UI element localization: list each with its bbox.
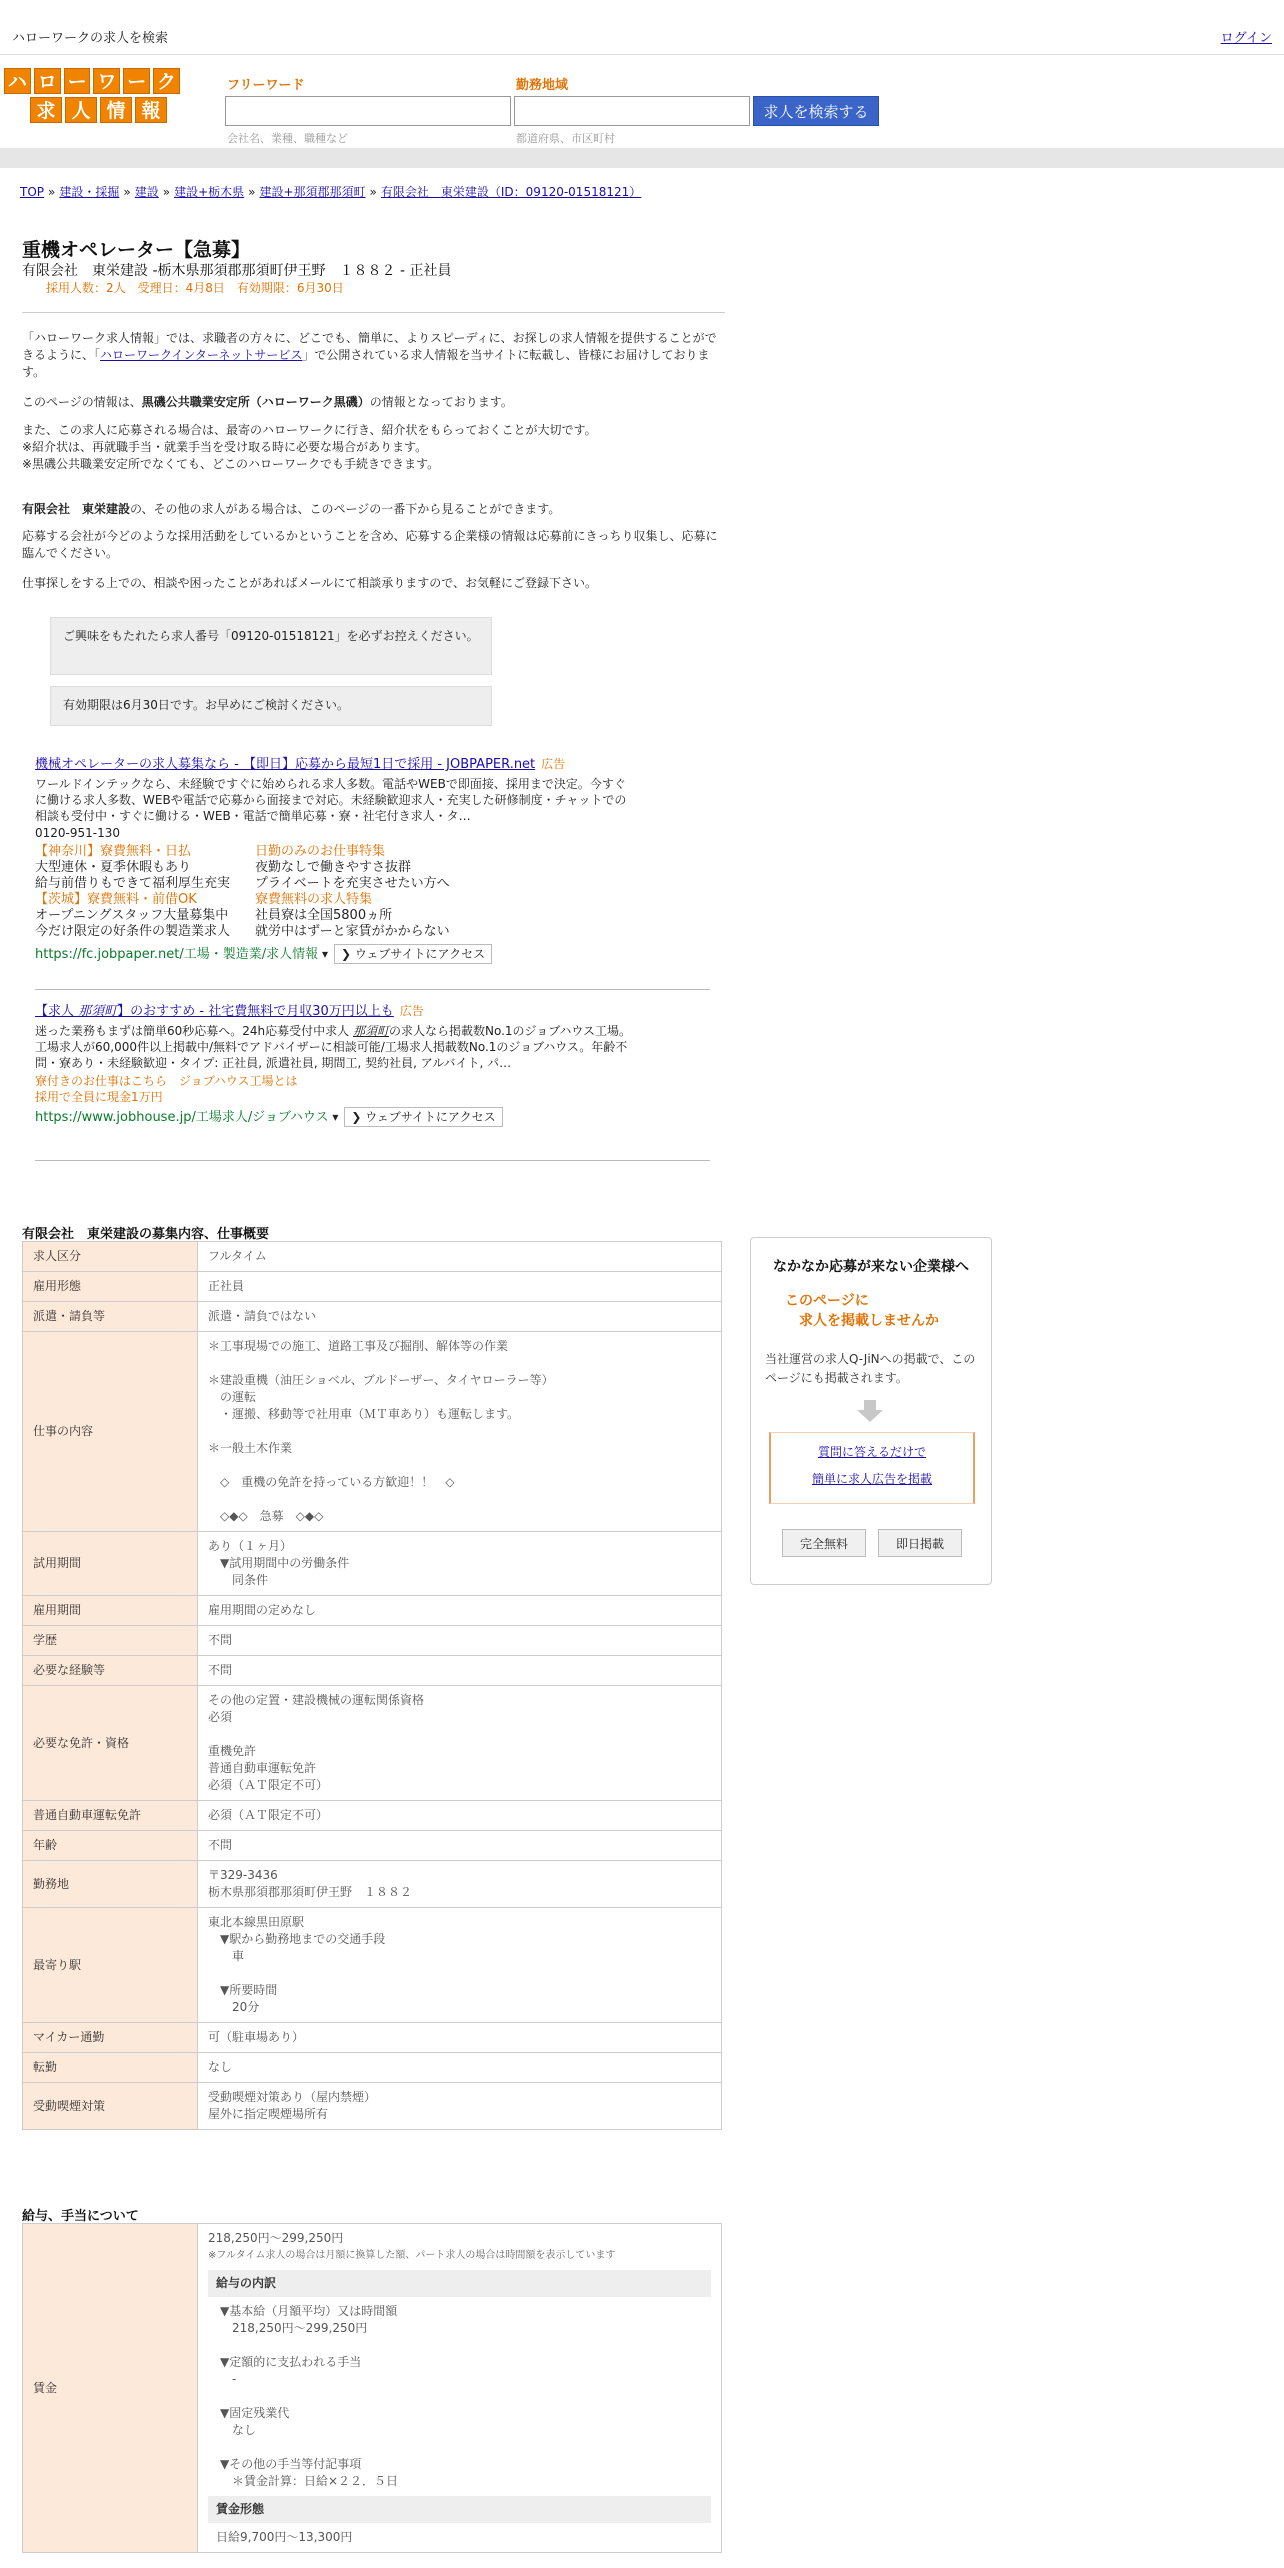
ad-1-sitelink-heading[interactable]: 日勤のみのお仕事特集 (255, 844, 386, 859)
promo-description: 当社運営の求人Q-JiNへの掲載で、このページにも掲載されます。 (765, 1352, 976, 1385)
logo-char: 求 (30, 97, 62, 123)
ad-2-sitelink[interactable]: 採用で全員に現金1万円 (35, 1090, 163, 1104)
promo-link-questions[interactable]: 質問に答えるだけで (817, 1445, 926, 1459)
table-value: 不問 (198, 1626, 722, 1656)
table-key: 学歴 (23, 1626, 198, 1656)
notice-job-number: ご興味をもたれたら求人番号「09120-01518121」を必ずお控えください。 (50, 617, 492, 675)
intro-paragraph-3: また、この求人に応募される場合は、最寄のハローワークに行き、紹介状をもらっておくことが大切です。 ※紹介状は、再就職手当・就業手当を受け取る時に必要な場合があります。 ※黒磯公共職業安定所でなくても、どこのハローワークでも手続きできます。 (22, 423, 597, 471)
page-title: 重機オペレーター【急募】 (22, 239, 251, 261)
ad-block-1 (35, 756, 710, 964)
job-meta: 採用人数：2人 受理日：4月8日 有効期限：6月30日 (46, 281, 344, 295)
ad-2-sitelink[interactable]: 寮付きのお仕事はこちら ジョブハウス工場とは (35, 1074, 298, 1088)
table-key: 雇用期間 (23, 1596, 198, 1626)
table-value: 雇用期間の定めなし (198, 1596, 722, 1626)
ad-1-url[interactable]: https://fc.jobpaper.net/工場・製造業/求人情報 (35, 947, 319, 962)
salary-note: ※フルタイム求人の場合は月額に換算した額、パート求人の場合は時間額を表示しています (208, 2250, 616, 2261)
ad-2-url[interactable]: https://www.jobhouse.jp/工場求人/ジョブハウス (35, 1110, 329, 1125)
table-key: 勤務地 (23, 1861, 198, 1908)
breadcrumb-link[interactable]: 建設+栃木県 (174, 185, 245, 199)
ad-block-2 (35, 1003, 710, 1127)
breadcrumb-separator: » (369, 185, 377, 199)
logo-char: 人 (65, 97, 97, 123)
job-overview-table (22, 1241, 722, 2130)
ad-1-sitelink-col-1 (35, 844, 245, 940)
promo-highlight-2: 求人を掲載しませんか (799, 1313, 939, 1329)
search-button[interactable]: 求人を検索する (753, 96, 879, 126)
header (0, 56, 1284, 146)
ad-1-sitelink-heading[interactable]: 寮費無料の求人特集 (255, 892, 373, 907)
ad-2-mark: 広告 (399, 1004, 424, 1018)
breadcrumb-separator: » (48, 185, 56, 199)
intro-paragraph-4: 有限会社 東栄建設の、その他の求人がある場合は、このページの一番下から見ることができます。 (22, 502, 561, 516)
section-title-salary: 給与、手当について (22, 2209, 139, 2224)
logo-char: 情 (100, 97, 132, 123)
breadcrumb-separator: » (162, 185, 171, 199)
table-value: あり（１ヶ月） ▼試用期間中の労働条件 同条件 (198, 1532, 722, 1596)
ad-1-mark: 広告 (541, 757, 566, 771)
salary-form: 日給9,700円〜13,300円 (216, 2530, 353, 2544)
table-value: 可（駐車場あり） (198, 2023, 722, 2053)
table-value (198, 2224, 722, 2553)
table-key: 試用期間 (23, 1532, 198, 1596)
table-row (23, 1656, 722, 1686)
ad-1-visit-button[interactable]: ❯ ウェブサイトにアクセス (334, 944, 492, 964)
divider (22, 312, 725, 313)
table-row (23, 1686, 722, 1801)
table-key: 賃金 (23, 2224, 198, 2553)
table-row (23, 2053, 722, 2083)
ad-2-title[interactable]: 【求人 那須町】のおすすめ - 社宅費無料で月収30万円以上も (35, 1004, 394, 1019)
table-row (23, 1801, 722, 1831)
top-bar (0, 0, 1284, 55)
ad-1-body: ワールドインテックなら、未経験ですぐに始められる求人多数。電話やWEBで即面接、採用まで決定。今すぐに働ける求人多数、WEBや電話で応募から面接まで対応。未経験歓迎求人・充実した研修制度・チャットでの相談も受付中・すぐに働ける・WEB・電話で簡単応募・寮・社宅付き求人・タ… (35, 777, 627, 823)
ad-1-sitelinks (35, 844, 710, 940)
login-link[interactable]: ログイン (1220, 31, 1272, 46)
table-row (23, 1861, 722, 1908)
table-row (23, 1908, 722, 2023)
breadcrumb-link[interactable]: 建設 (134, 185, 159, 199)
area-label: 勤務地域 (516, 78, 569, 93)
promo-links (769, 1432, 975, 1504)
ad-1-sitelink-text: オープニングスタッフ大量募集中 今だけ限定の好条件の製造業求人 (35, 908, 231, 939)
table-key: 仕事の内容 (23, 1332, 198, 1532)
site-logo[interactable] (4, 68, 180, 126)
ad-2-visit-button[interactable]: ❯ ウェブサイトにアクセス (344, 1107, 502, 1127)
ad-divider (35, 989, 710, 990)
logo-row-1 (4, 68, 180, 94)
same-day-button[interactable]: 即日掲載 (878, 1529, 962, 1557)
table-value: 派遣・請負ではない (198, 1302, 722, 1332)
table-value: 必須（ＡＴ限定不可） (198, 1801, 722, 1831)
logo-char: ー (123, 68, 150, 94)
logo-char: ロ (34, 68, 61, 94)
table-row (23, 1302, 722, 1332)
ad-1-sitelink-heading[interactable]: 【神奈川】寮費無料・日払 (35, 844, 192, 859)
table-row (23, 2023, 722, 2053)
table-value: フルタイム (198, 1242, 722, 1272)
logo-row-2 (4, 97, 180, 123)
logo-char: ー (64, 68, 91, 94)
promo-heading: なかなか応募が来ない企業様へ (773, 1259, 969, 1275)
table-key: 転勤 (23, 2053, 198, 2083)
area-hint: 都道府県、市区町村 (516, 132, 615, 145)
section-title-job-overview: 有限会社 東栄建設の募集内容、仕事概要 (22, 1227, 270, 1242)
logo-char: ワ (93, 68, 120, 94)
table-key: 年齢 (23, 1831, 198, 1861)
ad-1-sitelink-heading[interactable]: 【茨城】寮費無料・前借OK (35, 892, 197, 907)
breadcrumb (20, 183, 641, 200)
ad-1-sitelink-text: 社員寮は全国5800ヵ所 就労中はずーと家賃がかからない (255, 908, 450, 939)
breadcrumb-link[interactable]: TOP (20, 185, 45, 199)
table-key: 普通自動車運転免許 (23, 1801, 198, 1831)
employer-promo-box (750, 1237, 992, 1585)
ad-2-url-row: https://www.jobhouse.jp/工場求人/ジョブハウス ▾ ❯ ウェブサイトにアクセス (35, 1107, 710, 1127)
salary-range: 218,250円〜299,250円 (208, 2231, 344, 2245)
table-row (23, 1272, 722, 1302)
table-key: 求人区分 (23, 1242, 198, 1272)
breadcrumb-link[interactable]: 建設・採掘 (59, 185, 120, 199)
logo-char: 報 (135, 97, 167, 123)
ad-1-phone[interactable]: 0120-951-130 (35, 826, 121, 840)
table-row (23, 1596, 722, 1626)
breadcrumb-link[interactable]: 有限会社 東栄建設（ID：09120-01518121） (380, 185, 642, 199)
job-company-line: 有限会社 東栄建設 -栃木県那須郡那須町伊王野 １８８２ - 正社員 (22, 263, 452, 279)
table-key: 最寄り駅 (23, 1908, 198, 2023)
ad-1-title[interactable]: 機械オペレーターの求人募集なら - 【即日】応募から最短1日で採用 - JOBPAPER.net (35, 757, 536, 772)
logo-char: ク (153, 68, 180, 94)
table-row (23, 1532, 722, 1596)
salary-form-title: 賃金形態 (208, 2496, 711, 2523)
hellowork-internet-link[interactable]: ハローワークインターネットサービス (100, 348, 303, 362)
promo-highlight-1: このページに (785, 1293, 869, 1309)
table-row (23, 1831, 722, 1861)
intro-paragraph-6: 仕事探しをする上での、相談や困ったことがあればメールにて相談承りますので、お気軽にご登録下さい。 (22, 576, 598, 590)
breadcrumb-separator: » (123, 185, 131, 199)
keyword-label: フリーワード (227, 78, 305, 93)
area-input[interactable] (514, 96, 750, 126)
table-value: ＊工事現場での施工、道路工事及び掘削、解体等の作業 ＊建設重機（油圧ショベル、ブルドーザー、タイヤローラー等） の運転 ・運搬、移動等で社用車（ＭＴ車あり）も運転します。 ＊一般土木作業 ◇ 重機の免許を持っている方歓迎！！ ◇ ◇◆◇ 急募 ◇◆◇ (198, 1332, 722, 1532)
table-row (23, 1332, 722, 1532)
intro-paragraph-5: 応募する会社が今どのような採用活動をしているかということを含め、応募する企業様の情報は応募前にきっちり収集し、応募に臨んでください。 (22, 529, 718, 560)
intro-paragraph-2: このページの情報は、黒磯公共職業安定所（ハローワーク黒磯）の情報となっております。 (22, 395, 513, 409)
table-row (23, 1242, 722, 1272)
free-button[interactable]: 完全無料 (782, 1529, 866, 1557)
table-key: マイカー通勤 (23, 2023, 198, 2053)
table-row (23, 2083, 722, 2130)
ad-1-sitelink-text: 大型連休・夏季休暇もあり 給与前借りもできて福利厚生充実 (35, 860, 231, 891)
table-value: 不問 (198, 1831, 722, 1861)
logo-char: ハ (4, 68, 31, 94)
table-key: 必要な経験等 (23, 1656, 198, 1686)
table-key: 派遣・請負等 (23, 1302, 198, 1332)
table-value: 不問 (198, 1656, 722, 1686)
salary-table (22, 2223, 722, 2553)
table-value: その他の定置・建設機械の運転関係資格 必須 重機免許 普通自動車運転免許 必須（ＡＴ限定不可） (198, 1686, 722, 1801)
table-value: 正社員 (198, 1272, 722, 1302)
table-value: 受動喫煙対策あり（屋内禁煙） 屋外に指定喫煙場所有 (198, 2083, 722, 2130)
table-key: 必要な免許・資格 (23, 1686, 198, 1801)
table-value: なし (198, 2053, 722, 2083)
intro-paragraph-1: 「ハローワーク求人情報」では、求職者の方々に、どこでも、簡単に、よりスピーディに、お探しの求人情報を提供することができるように、「ハローワークインターネットサービス」で公開されている求人情報を当サイトに転載し、皆様にお届けしております。 (22, 331, 717, 379)
salary-breakdown: ▼基本給（月額平均）又は時間額 218,250円〜299,250円 ▼定額的に支払われる手当 - ▼固定残業代 なし ▼その他の手当等付記事項 ＊賃金計算：日給×２２．５日 (220, 2304, 399, 2488)
keyword-hint: 会社名、業種、職種など (227, 132, 348, 145)
salary-breakdown-title: 給与の内訳 (208, 2270, 711, 2297)
table-row (23, 1626, 722, 1656)
ad-1-url-row: https://fc.jobpaper.net/工場・製造業/求人情報 ▾ ❯ ウェブサイトにアクセス (35, 944, 710, 964)
table-value: 東北本線黒田原駅 ▼駅から勤務地までの交通手段 車 ▼所要時間 20分 (198, 1908, 722, 2023)
site-tagline: ハローワークの求人を検索 (12, 31, 169, 46)
notice-expiry: 有効期限は6月30日です。お早めにご検討ください。 (50, 686, 492, 726)
arrow-down-icon (855, 1400, 885, 1422)
breadcrumb-link[interactable]: 建設+那須郡那須町 (259, 185, 366, 199)
table-row (23, 2224, 722, 2553)
table-value: 〒329-3436 栃木県那須郡那須町伊王野 １８８２ (198, 1861, 722, 1908)
table-key: 雇用形態 (23, 1272, 198, 1302)
promo-link-post-ad[interactable]: 簡単に求人広告を掲載 (811, 1472, 932, 1486)
ad-1-sitelink-col-2 (255, 844, 465, 940)
keyword-input[interactable] (225, 96, 511, 126)
ad-1-sitelink-text: 夜勤なしで働きやすさ抜群 プライベートを充実させたい方へ (255, 860, 450, 891)
breadcrumb-separator: » (248, 185, 256, 199)
table-key: 受動喫煙対策 (23, 2083, 198, 2130)
ad-2-body: 迷った業務もまずは簡単60秒応募へ。24h応募受付中求人 那須町の求人なら掲載数No.1のジョブハウス工場。工場求人が60,000件以上掲載中/無料でアドバイザーに相談可能/工場求人掲載数No.1のジョブハウス。年齢不問・寮あり・未経験歓迎・タイプ: 正社員, 派遣社員, 期間工, 契約社員, アルバイト, パ… (35, 1024, 631, 1070)
ad-divider (35, 1160, 710, 1161)
header-divider-bar (0, 148, 1284, 168)
